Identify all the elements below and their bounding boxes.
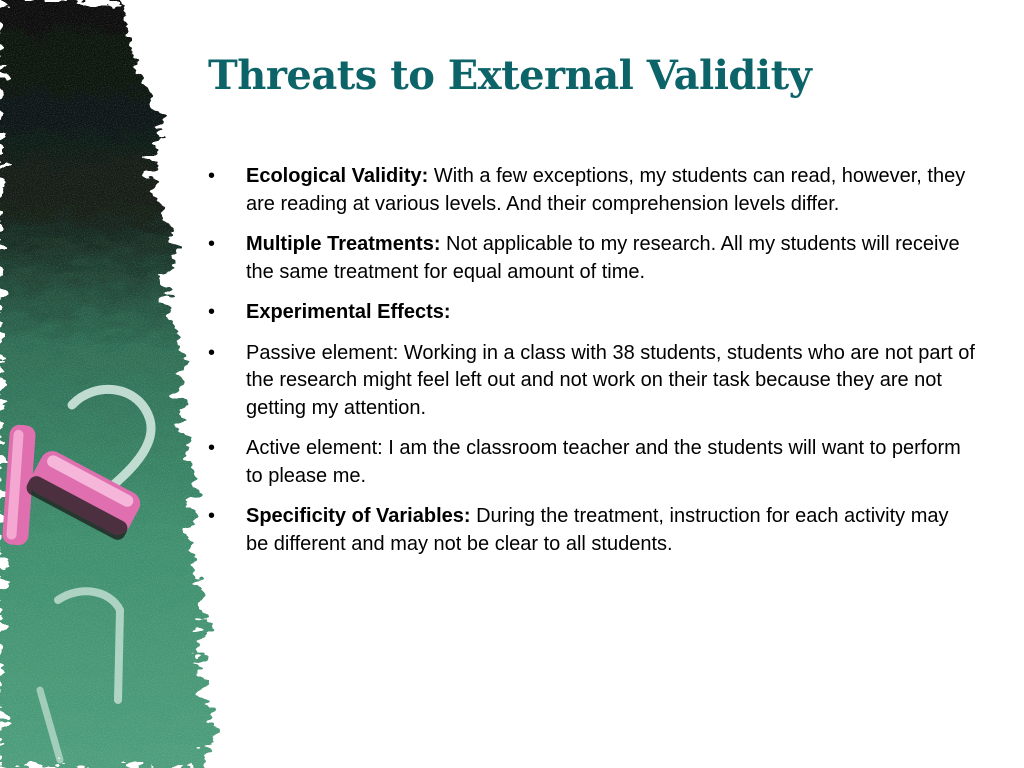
bullet-text: With a few exceptions, my students can read, however, they are reading at various levels. And their comprehension levels differ. <box>246 165 966 215</box>
bullet-icon: • <box>208 233 216 255</box>
bullet-lead: Experimental Effects: <box>246 301 451 323</box>
bullet-icon: • <box>208 505 216 527</box>
bullet-item-passive-element <box>208 340 976 423</box>
bullet-item-multiple-treatments <box>208 231 976 286</box>
bullet-icon: • <box>208 437 216 459</box>
bullet-text: During the treatment, instruction for each activity may be different and may not be clear to all students. <box>246 505 949 555</box>
bullet-text: Passive element: Working in a class with 38 students, students who are not part of the research might feel left out and not work on their task because they are not getting my attention. <box>246 341 975 419</box>
chalkboard-decoration-image <box>0 0 240 768</box>
bullet-icon: • <box>208 341 216 364</box>
bullet-lead: Specificity of Variables: <box>246 505 471 527</box>
bullet-icon: • <box>208 301 216 323</box>
bullet-item-experimental-effects <box>208 299 976 327</box>
bullet-text: Not applicable to my research. All my students will receive the same treatment for equal amount of time. <box>246 233 960 283</box>
bullet-lead: Ecological Validity: <box>246 165 429 187</box>
bullet-list <box>208 163 976 571</box>
slide-title: Threats to External Validity <box>208 52 812 99</box>
bullet-item-ecological-validity <box>208 163 976 218</box>
bullet-icon: • <box>208 165 216 187</box>
bullet-text: Active element: I am the classroom teacher and the students will want to perform to please me. <box>246 437 961 487</box>
bullet-item-specificity-of-variables <box>208 503 976 558</box>
bullet-item-active-element <box>208 435 976 490</box>
bullet-lead: Multiple Treatments: <box>246 233 441 255</box>
